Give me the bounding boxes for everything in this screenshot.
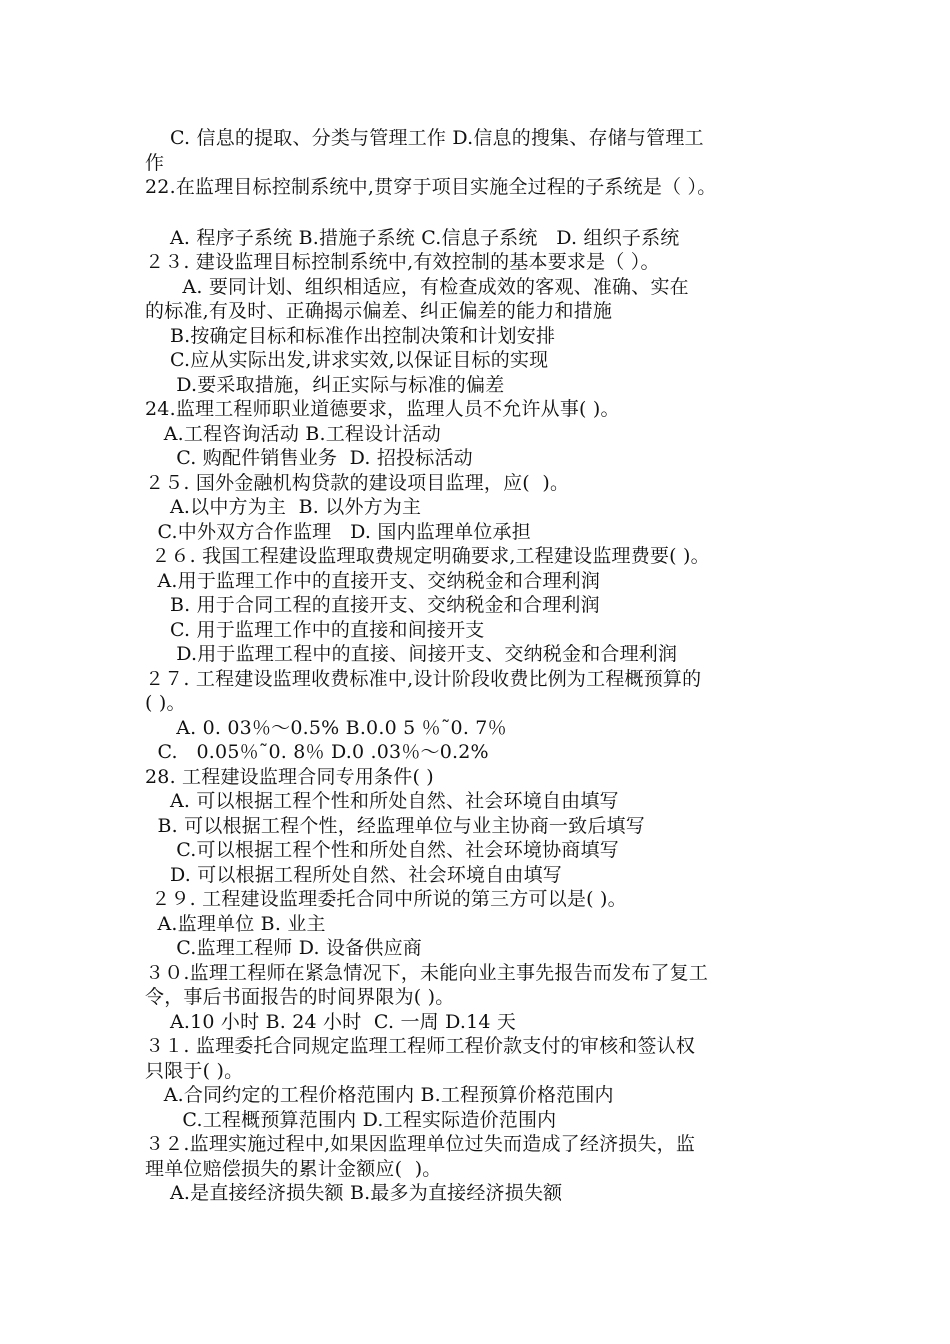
exam-questions-text	[145, 126, 835, 1206]
text-line: ２６. 我国工程建设监理取费规定明确要求,工程建设监理费要( )。	[145, 545, 710, 567]
text-line: A.工程咨询活动 B.工程设计活动	[145, 422, 441, 445]
text-line: C. 信息的提取、分类与管理工作 D.信息的搜集、存储与管理工	[145, 127, 704, 149]
text-line: A.用于监理工作中的直接开支、交纳税金和合理利润	[145, 569, 601, 592]
text-line: C. 用于监理工作中的直接和间接开支	[145, 618, 485, 641]
text-line: C.可以根据工程个性和所处自然、社会环境协商填写	[145, 839, 619, 861]
text-line: D.要采取措施，纠正实际与标准的偏差	[145, 373, 505, 396]
text-line: B. 用于合同工程的直接开支、交纳税金和合理利润	[145, 594, 600, 616]
text-line: A.是直接经济损失额 B.最多为直接经济损失额	[145, 1182, 563, 1204]
text-line: ２７. 工程建设监理收费标准中,设计阶段收费比例为工程概预算的	[145, 667, 702, 690]
text-line: A.合同约定的工程价格范围内 B.工程预算价格范围内	[145, 1084, 614, 1106]
text-line	[145, 200, 835, 226]
text-line: C. 购配件销售业务 D. 招投标活动	[145, 447, 473, 469]
text-line: D. 可以根据工程所处自然、社会环境自由填写	[145, 863, 562, 886]
text-line: 只限于( )。	[145, 1059, 244, 1082]
text-line: 24.监理工程师职业道德要求，监理人员不允许从事( )。	[145, 398, 620, 420]
text-line: ２３. 建设监理目标控制系统中,有效控制的基本要求是（ ）。	[145, 251, 660, 273]
text-line: 令，事后书面报告的时间界限为( )。	[145, 986, 455, 1008]
text-line: A.监理单位 B. 业主	[145, 912, 326, 935]
text-line: ２９. 工程建设监理委托合同中所说的第三方可以是( )。	[145, 888, 627, 910]
text-line: ３２.监理实施过程中,如果因监理单位过失而造成了经济损失，监	[145, 1133, 696, 1155]
text-line: ３１. 监理委托合同规定监理工程师工程价款支付的审核和签认权	[145, 1035, 696, 1057]
text-line: C.监理工程师 D. 设备供应商	[145, 937, 422, 959]
text-line: C.工程概预算范围内 D.工程实际造价范围内	[145, 1108, 557, 1131]
text-line: 28. 工程建设监理合同专用条件( )	[145, 765, 434, 788]
text-line: C.应从实际出发,讲求实效,以保证目标的实现	[145, 349, 549, 371]
text-line: ２５. 国外金融机构贷款的建设项目监理，应( )。	[145, 471, 570, 494]
text-line: 作	[145, 151, 165, 174]
text-line: A. 可以根据工程个性和所处自然、社会环境自由填写	[145, 790, 619, 812]
text-line: 的标准,有及时、正确揭示偏差、纠正偏差的能力和措施	[145, 300, 613, 322]
text-line: C. 0.05％˜0. 8％ D.0 .03％～0.2%	[145, 741, 489, 763]
text-line: D.用于监理工程中的直接、间接开支、交纳税金和合理利润	[145, 643, 678, 665]
text-line: ３０.监理工程师在紧急情况下，未能向业主事先报告而发布了复工	[145, 961, 709, 984]
text-line: A. 程序子系统 B.措施子系统 C.信息子系统 D. 组织子系统	[145, 226, 680, 249]
text-line: A. 0. 03％～0.5% B.0.0 5 ％˜0. 7％	[145, 716, 507, 739]
text-line: B.按确定目标和标准作出控制决策和计划安排	[145, 324, 556, 347]
text-line: 22.在监理目标控制系统中,贯穿于项目实施全过程的子系统是（ ）。	[145, 176, 717, 198]
text-line: A.10 小时 B. 24 小时 C. 一周 D.14 天	[145, 1010, 517, 1033]
text-line: A. 要同计划、组织相适应，有检查成效的客观、准确、实在	[145, 275, 689, 298]
text-line: C.中外双方合作监理 D. 国内监理单位承担	[145, 520, 531, 543]
text-line: A.以中方为主 B. 以外方为主	[145, 496, 422, 518]
text-line: 理单位赔偿损失的累计金额应( )。	[145, 1157, 442, 1180]
text-line: B. 可以根据工程个性，经监理单位与业主协商一致后填写	[145, 814, 645, 837]
text-line: ( )。	[145, 692, 186, 714]
